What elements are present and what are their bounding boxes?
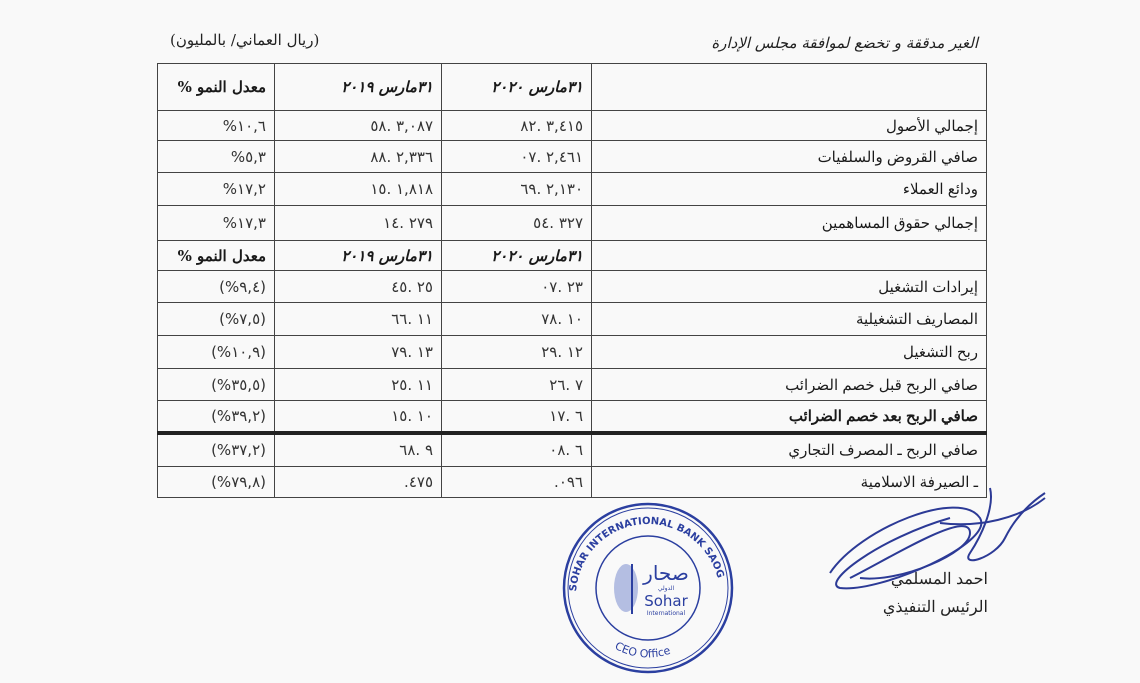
growth-rate: %١٧,٢ [158, 173, 275, 206]
financial-summary-table [157, 63, 987, 498]
value-2019: ١١ .٦٦ [275, 303, 442, 336]
header-growth: معدل النمو % [158, 64, 275, 111]
growth-rate: (%٣٩,٢) [158, 401, 275, 433]
value-2020: ٧ .٢٦ [442, 369, 592, 401]
growth-rate: (%٣٧,٢) [158, 433, 275, 467]
row-label: المصاريف التشغيلية [592, 303, 987, 336]
header-growth: معدل النمو % [158, 241, 275, 271]
growth-rate: %٥,٣ [158, 141, 275, 173]
stamp-seal-icon [548, 496, 748, 676]
row-label: صافي الربح قبل خصم الضرائب [592, 369, 987, 401]
growth-rate: %١٠,٦ [158, 111, 275, 141]
row-label: صافي الربح بعد خصم الضرائب [592, 401, 987, 433]
value-2020: ٦ .٠٨ [442, 433, 592, 467]
growth-rate: (%٧٩,٨) [158, 467, 275, 498]
svg-text:SOHAR INTERNATIONAL BANK SAOG: SOHAR INTERNATIONAL BANK SAOG [568, 515, 726, 592]
unaudited-caption: الغير مدققة و تخضع لموافقة مجلس الإدارة [711, 34, 978, 52]
table-row [158, 433, 987, 467]
row-label: إجمالي حقوق المساهمين [592, 206, 987, 241]
value-2019: ١,٨١٨ .١٥ [275, 173, 442, 206]
header-label-cell [592, 64, 987, 111]
table-row [158, 206, 987, 241]
value-2020: ١٢ .٢٩ [442, 336, 592, 369]
table-row [158, 141, 987, 173]
table-row [158, 336, 987, 369]
row-label: إجمالي الأصول [592, 111, 987, 141]
svg-text:Sohar: Sohar [644, 592, 688, 610]
row-label: إيرادات التشغيل [592, 271, 987, 303]
header-2019: ٣١مارس ٢٠١٩ [275, 64, 442, 111]
value-2019: .٤٧٥ [275, 467, 442, 498]
growth-rate: (%٧,٥) [158, 303, 275, 336]
row-label: ـ الصيرفة الاسلامية [592, 467, 987, 498]
row-label: صافي القروض والسلفيات [592, 141, 987, 173]
value-2019: ١٣ .٧٩ [275, 336, 442, 369]
row-label: ربح التشغيل [592, 336, 987, 369]
value-2020: .٠٩٦ [442, 467, 592, 498]
value-2019: ٢,٣٣٦ .٨٨ [275, 141, 442, 173]
value-2019: ٢٥ .٤٥ [275, 271, 442, 303]
table-row [158, 271, 987, 303]
growth-rate: %١٧,٣ [158, 206, 275, 241]
row-label: ودائع العملاء [592, 173, 987, 206]
table-row [158, 369, 987, 401]
value-2019: ٢٧٩ .١٤ [275, 206, 442, 241]
table-row [158, 111, 987, 141]
signer-title: الرئيس التنفيذي [882, 599, 988, 616]
header-label-cell [592, 241, 987, 271]
growth-rate: (%٩,٤) [158, 271, 275, 303]
header-2019: ٣١مارس ٢٠١٩ [275, 241, 442, 271]
value-2020: ٣,٤١٥ .٨٢ [442, 111, 592, 141]
table-header-row [158, 241, 987, 271]
signer-name: احمد المسلمي [890, 571, 988, 588]
value-2019: ٣,٠٨٧ .٥٨ [275, 111, 442, 141]
value-2019: ١١ .٢٥ [275, 369, 442, 401]
growth-rate: (%١٠,٩) [158, 336, 275, 369]
svg-text:صحار: صحار [643, 561, 689, 585]
svg-text:CEO Office: CEO Office [612, 639, 672, 661]
company-stamp [548, 496, 748, 676]
currency-unit-caption: (ريال العماني/ بالمليون) [170, 31, 320, 49]
value-2020: ٢,٤٦١ .٠٧ [442, 141, 592, 173]
value-2019: ٩ .٦٨ [275, 433, 442, 467]
table-row [158, 303, 987, 336]
growth-rate: (%٣٥,٥) [158, 369, 275, 401]
header-2020: ٣١مارس ٢٠٢٠ [442, 241, 592, 271]
row-label: صافي الربح ـ المصرف التجاري [592, 433, 987, 467]
value-2020: ١٠ .٧٨ [442, 303, 592, 336]
value-2020: ٦ .١٧ [442, 401, 592, 433]
svg-text:International: International [646, 610, 686, 617]
header-2020: ٣١مارس ٢٠٢٠ [442, 64, 592, 111]
value-2020: ٢٣ .٠٧ [442, 271, 592, 303]
table-row-net-profit [158, 401, 987, 433]
table-header-row [158, 64, 987, 111]
value-2020: ٣٢٧ .٥٤ [442, 206, 592, 241]
value-2019: ١٠ .١٥ [275, 401, 442, 433]
table-row [158, 173, 987, 206]
value-2020: ٢,١٣٠ .٦٩ [442, 173, 592, 206]
signer-block [883, 566, 988, 622]
svg-text:الدولي: الدولي [657, 585, 675, 592]
